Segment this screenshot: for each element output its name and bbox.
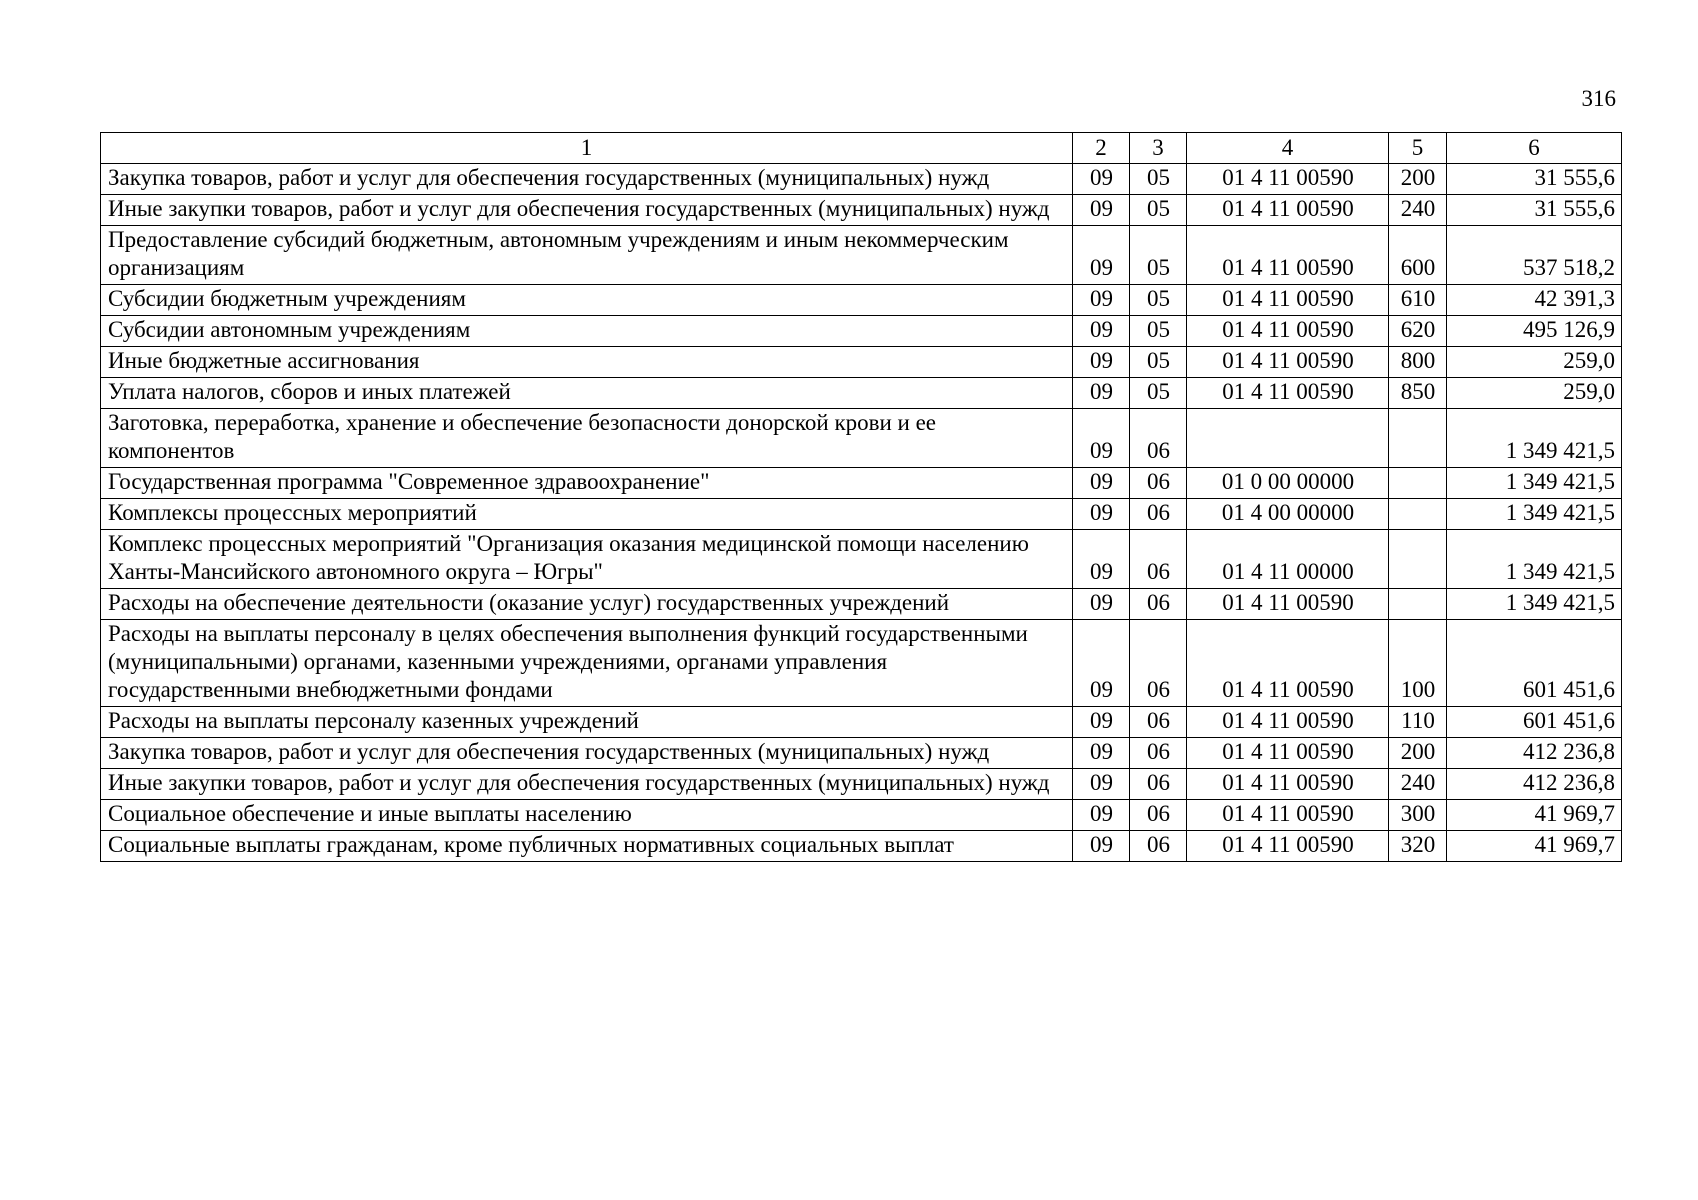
expense-name-cell: Иные бюджетные ассигнования <box>101 347 1073 378</box>
subsection-code-cell: 05 <box>1130 347 1187 378</box>
expense-name-cell: Социальные выплаты гражданам, кроме публичных нормативных социальных выплат <box>101 831 1073 862</box>
column-header-5: 5 <box>1389 133 1447 164</box>
table-header-row <box>101 133 1622 164</box>
subsection-code-cell: 06 <box>1130 800 1187 831</box>
table-row <box>101 530 1622 589</box>
expense-name-cell: Заготовка, переработка, хранение и обеспечение безопасности донорской крови и ее компонентов <box>101 409 1073 468</box>
expense-name-cell: Субсидии автономным учреждениям <box>101 316 1073 347</box>
section-code-cell: 09 <box>1073 468 1130 499</box>
amount-cell: 259,0 <box>1447 347 1622 378</box>
column-header-2: 2 <box>1073 133 1130 164</box>
subsection-code-cell: 06 <box>1130 589 1187 620</box>
expense-type-cell: 110 <box>1389 707 1447 738</box>
expense-type-cell <box>1389 589 1447 620</box>
expense-type-cell <box>1389 409 1447 468</box>
section-code-cell: 09 <box>1073 226 1130 285</box>
expense-name-cell: Иные закупки товаров, работ и услуг для обеспечения государственных (муниципальных) нужд <box>101 769 1073 800</box>
section-code-cell: 09 <box>1073 195 1130 226</box>
table-row <box>101 164 1622 195</box>
section-code-cell: 09 <box>1073 409 1130 468</box>
target-article-cell: 01 4 11 00590 <box>1187 800 1389 831</box>
amount-cell: 1 349 421,5 <box>1447 530 1622 589</box>
section-code-cell: 09 <box>1073 378 1130 409</box>
target-article-cell: 01 4 11 00590 <box>1187 738 1389 769</box>
amount-cell: 412 236,8 <box>1447 738 1622 769</box>
expense-type-cell: 200 <box>1389 738 1447 769</box>
subsection-code-cell: 06 <box>1130 738 1187 769</box>
amount-cell: 1 349 421,5 <box>1447 499 1622 530</box>
expense-name-cell: Закупка товаров, работ и услуг для обеспечения государственных (муниципальных) нужд <box>101 738 1073 769</box>
target-article-cell: 01 4 11 00590 <box>1187 316 1389 347</box>
target-article-cell <box>1187 409 1389 468</box>
table-row <box>101 316 1622 347</box>
amount-cell: 601 451,6 <box>1447 707 1622 738</box>
amount-cell: 1 349 421,5 <box>1447 409 1622 468</box>
subsection-code-cell: 05 <box>1130 195 1187 226</box>
expense-type-cell: 240 <box>1389 195 1447 226</box>
expense-type-cell: 240 <box>1389 769 1447 800</box>
amount-cell: 31 555,6 <box>1447 164 1622 195</box>
expense-name-cell: Уплата налогов, сборов и иных платежей <box>101 378 1073 409</box>
amount-cell: 412 236,8 <box>1447 769 1622 800</box>
amount-cell: 495 126,9 <box>1447 316 1622 347</box>
target-article-cell: 01 4 11 00590 <box>1187 378 1389 409</box>
amount-cell: 41 969,7 <box>1447 800 1622 831</box>
target-article-cell: 01 4 11 00590 <box>1187 589 1389 620</box>
target-article-cell: 01 4 00 00000 <box>1187 499 1389 530</box>
subsection-code-cell: 05 <box>1130 378 1187 409</box>
target-article-cell: 01 4 11 00590 <box>1187 620 1389 707</box>
expense-type-cell: 620 <box>1389 316 1447 347</box>
section-code-cell: 09 <box>1073 831 1130 862</box>
table-row <box>101 195 1622 226</box>
table-row <box>101 378 1622 409</box>
expense-type-cell <box>1389 530 1447 589</box>
expense-type-cell <box>1389 468 1447 499</box>
column-header-3: 3 <box>1130 133 1187 164</box>
expense-type-cell: 600 <box>1389 226 1447 285</box>
table-row <box>101 347 1622 378</box>
table-row <box>101 589 1622 620</box>
table-row <box>101 707 1622 738</box>
subsection-code-cell: 05 <box>1130 164 1187 195</box>
table-row <box>101 226 1622 285</box>
table-row <box>101 285 1622 316</box>
subsection-code-cell: 05 <box>1130 285 1187 316</box>
expense-type-cell: 800 <box>1389 347 1447 378</box>
table-row <box>101 800 1622 831</box>
target-article-cell: 01 4 11 00590 <box>1187 347 1389 378</box>
expense-name-cell: Предоставление субсидий бюджетным, автономным учреждениям и иным некоммерческим организациям <box>101 226 1073 285</box>
amount-cell: 537 518,2 <box>1447 226 1622 285</box>
column-header-6: 6 <box>1447 133 1622 164</box>
section-code-cell: 09 <box>1073 800 1130 831</box>
subsection-code-cell: 05 <box>1130 316 1187 347</box>
target-article-cell: 01 4 11 00590 <box>1187 226 1389 285</box>
expense-name-cell: Иные закупки товаров, работ и услуг для обеспечения государственных (муниципальных) нужд <box>101 195 1073 226</box>
table-row <box>101 831 1622 862</box>
expense-name-cell: Закупка товаров, работ и услуг для обеспечения государственных (муниципальных) нужд <box>101 164 1073 195</box>
section-code-cell: 09 <box>1073 316 1130 347</box>
amount-cell: 1 349 421,5 <box>1447 468 1622 499</box>
amount-cell: 601 451,6 <box>1447 620 1622 707</box>
subsection-code-cell: 06 <box>1130 409 1187 468</box>
subsection-code-cell: 06 <box>1130 468 1187 499</box>
expense-name-cell: Комплекс процессных мероприятий "Организация оказания медицинской помощи населению Ханты-Мансийского автономного округа – Югры" <box>101 530 1073 589</box>
section-code-cell: 09 <box>1073 707 1130 738</box>
expense-name-cell: Социальное обеспечение и иные выплаты населению <box>101 800 1073 831</box>
expense-name-cell: Государственная программа "Современное здравоохранение" <box>101 468 1073 499</box>
table-row <box>101 409 1622 468</box>
table-row <box>101 620 1622 707</box>
amount-cell: 41 969,7 <box>1447 831 1622 862</box>
table-body <box>101 164 1622 862</box>
section-code-cell: 09 <box>1073 589 1130 620</box>
page-number: 316 <box>1581 86 1616 111</box>
amount-cell: 42 391,3 <box>1447 285 1622 316</box>
expense-type-cell: 850 <box>1389 378 1447 409</box>
column-header-4: 4 <box>1187 133 1389 164</box>
expense-type-cell: 200 <box>1389 164 1447 195</box>
section-code-cell: 09 <box>1073 499 1130 530</box>
expense-name-cell: Комплексы процессных мероприятий <box>101 499 1073 530</box>
section-code-cell: 09 <box>1073 285 1130 316</box>
expense-type-cell: 320 <box>1389 831 1447 862</box>
section-code-cell: 09 <box>1073 738 1130 769</box>
target-article-cell: 01 4 11 00590 <box>1187 769 1389 800</box>
target-article-cell: 01 4 11 00590 <box>1187 285 1389 316</box>
expense-type-cell: 100 <box>1389 620 1447 707</box>
subsection-code-cell: 06 <box>1130 707 1187 738</box>
target-article-cell: 01 4 11 00590 <box>1187 707 1389 738</box>
target-article-cell: 01 4 11 00590 <box>1187 195 1389 226</box>
expense-type-cell <box>1389 499 1447 530</box>
expense-name-cell: Расходы на обеспечение деятельности (оказание услуг) государственных учреждений <box>101 589 1073 620</box>
expense-name-cell: Субсидии бюджетным учреждениям <box>101 285 1073 316</box>
subsection-code-cell: 06 <box>1130 831 1187 862</box>
target-article-cell: 01 4 11 00590 <box>1187 831 1389 862</box>
expense-name-cell: Расходы на выплаты персоналу в целях обеспечения выполнения функций государственными (муниципальными) органами, казенными учреждениями, органами управления государственными внебюджетными фондами <box>101 620 1073 707</box>
target-article-cell: 01 4 11 00000 <box>1187 530 1389 589</box>
expense-name-cell: Расходы на выплаты персоналу казенных учреждений <box>101 707 1073 738</box>
expense-type-cell: 610 <box>1389 285 1447 316</box>
table-row <box>101 769 1622 800</box>
table-row <box>101 468 1622 499</box>
budget-table <box>100 132 1622 862</box>
target-article-cell: 01 0 00 00000 <box>1187 468 1389 499</box>
subsection-code-cell: 06 <box>1130 499 1187 530</box>
section-code-cell: 09 <box>1073 769 1130 800</box>
target-article-cell: 01 4 11 00590 <box>1187 164 1389 195</box>
subsection-code-cell: 06 <box>1130 620 1187 707</box>
column-header-1: 1 <box>101 133 1073 164</box>
amount-cell: 259,0 <box>1447 378 1622 409</box>
table-row <box>101 738 1622 769</box>
table-row <box>101 499 1622 530</box>
expense-type-cell: 300 <box>1389 800 1447 831</box>
amount-cell: 31 555,6 <box>1447 195 1622 226</box>
section-code-cell: 09 <box>1073 530 1130 589</box>
section-code-cell: 09 <box>1073 347 1130 378</box>
subsection-code-cell: 06 <box>1130 530 1187 589</box>
subsection-code-cell: 06 <box>1130 769 1187 800</box>
subsection-code-cell: 05 <box>1130 226 1187 285</box>
section-code-cell: 09 <box>1073 620 1130 707</box>
section-code-cell: 09 <box>1073 164 1130 195</box>
amount-cell: 1 349 421,5 <box>1447 589 1622 620</box>
